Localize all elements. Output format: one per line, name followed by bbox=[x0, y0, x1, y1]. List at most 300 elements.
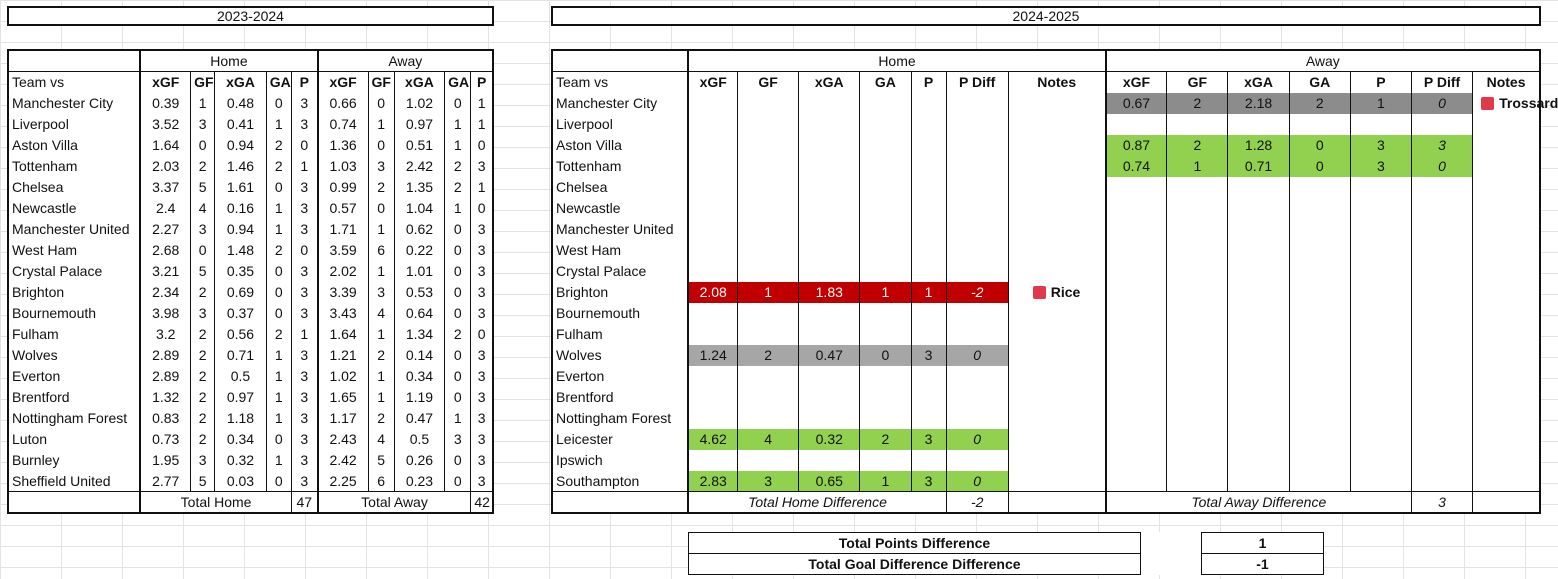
away-stat bbox=[1289, 261, 1350, 282]
home-stat: 2.08 bbox=[688, 282, 737, 303]
home-stat bbox=[799, 93, 860, 114]
home-stat: 1 bbox=[266, 198, 291, 219]
home-stat bbox=[860, 93, 911, 114]
away-stat bbox=[1411, 219, 1472, 240]
away-stat: 0.62 bbox=[394, 219, 444, 240]
home-stat: 1.24 bbox=[688, 345, 737, 366]
away-stat bbox=[1411, 450, 1472, 471]
home-stat: 3 bbox=[291, 198, 317, 219]
away-stat bbox=[1289, 345, 1350, 366]
away-stat bbox=[1228, 198, 1289, 219]
home-stat bbox=[738, 219, 799, 240]
away-stat bbox=[1289, 366, 1350, 387]
home-stat: 2 bbox=[191, 408, 215, 429]
home-stat: 2 bbox=[266, 240, 291, 261]
home-stat bbox=[946, 156, 1008, 177]
home-stat: 0 bbox=[191, 135, 215, 156]
home-stat: 0 bbox=[266, 303, 291, 324]
away-stat bbox=[1228, 177, 1289, 198]
table-row bbox=[8, 387, 493, 408]
home-stat bbox=[799, 450, 860, 471]
home-stat bbox=[688, 156, 737, 177]
home-stat: 5 bbox=[191, 261, 215, 282]
home-stat bbox=[799, 177, 860, 198]
column-header-notes: Notes bbox=[1008, 72, 1105, 93]
home-stat: 5 bbox=[191, 177, 215, 198]
home-stat: 1.61 bbox=[215, 177, 266, 198]
home-stat: 3 bbox=[291, 345, 317, 366]
column-header-gf: GF bbox=[191, 72, 215, 93]
away-stat bbox=[1289, 114, 1350, 135]
home-stat bbox=[799, 387, 860, 408]
home-stat: 3.52 bbox=[140, 114, 190, 135]
away-stat bbox=[1289, 219, 1350, 240]
home-stat: 3 bbox=[291, 261, 317, 282]
team-name: West Ham bbox=[12, 242, 78, 258]
away-stat bbox=[1289, 429, 1350, 450]
away-stat bbox=[1106, 261, 1167, 282]
away-note-cell bbox=[1473, 177, 1540, 198]
home-stat: 0.94 bbox=[215, 219, 266, 240]
away-stat: 0 bbox=[471, 198, 493, 219]
table-row bbox=[552, 324, 1540, 345]
home-stat: 3 bbox=[291, 282, 317, 303]
home-stat: 1.46 bbox=[215, 156, 266, 177]
away-note-cell bbox=[1473, 366, 1540, 387]
home-stat: 0.47 bbox=[799, 345, 860, 366]
table-row bbox=[8, 114, 493, 135]
away-stat: 1 bbox=[1350, 93, 1411, 114]
home-stat: 0 bbox=[946, 345, 1008, 366]
home-stat bbox=[738, 114, 799, 135]
home-stat bbox=[738, 408, 799, 429]
away-note-cell bbox=[1473, 219, 1540, 240]
table-row bbox=[552, 366, 1540, 387]
table-row bbox=[552, 303, 1540, 324]
home-stat bbox=[738, 135, 799, 156]
total-points-difference-value: 1 bbox=[1202, 533, 1324, 554]
away-stat bbox=[1106, 450, 1167, 471]
home-stat bbox=[738, 261, 799, 282]
away-stat bbox=[1106, 366, 1167, 387]
away-stat: 3.59 bbox=[318, 240, 368, 261]
team-name: Leicester bbox=[556, 431, 613, 447]
table-row bbox=[552, 240, 1540, 261]
home-note-cell bbox=[1008, 303, 1105, 324]
home-stat bbox=[688, 387, 737, 408]
home-stat bbox=[946, 408, 1008, 429]
team-name: Brentford bbox=[556, 389, 614, 405]
home-note-cell bbox=[1008, 387, 1105, 408]
away-stat bbox=[1167, 219, 1228, 240]
home-stat: 0.37 bbox=[215, 303, 266, 324]
away-stat bbox=[1350, 324, 1411, 345]
home-stat bbox=[799, 198, 860, 219]
home-stat: 0 bbox=[946, 471, 1008, 492]
table-row bbox=[552, 156, 1540, 177]
away-stat: 0.53 bbox=[394, 282, 444, 303]
home-stat: 0.41 bbox=[215, 114, 266, 135]
team-name: Newcastle bbox=[12, 200, 77, 216]
table-row bbox=[8, 135, 493, 156]
away-note-cell bbox=[1473, 114, 1540, 135]
team-name: Manchester City bbox=[12, 95, 114, 111]
home-stat: 0 bbox=[291, 135, 317, 156]
away-stat: 6 bbox=[368, 471, 394, 492]
away-stat: 0.57 bbox=[318, 198, 368, 219]
away-stat: 0.26 bbox=[394, 450, 444, 471]
away-stat bbox=[1167, 198, 1228, 219]
home-stat: 2 bbox=[191, 366, 215, 387]
table-row bbox=[552, 345, 1540, 366]
column-header-p: P bbox=[911, 72, 946, 93]
away-stat: 3 bbox=[471, 261, 493, 282]
away-stat: 1 bbox=[368, 387, 394, 408]
home-stat bbox=[799, 219, 860, 240]
blank-cell bbox=[552, 492, 688, 514]
away-stat: 0 bbox=[445, 387, 471, 408]
home-stat: 3.98 bbox=[140, 303, 190, 324]
away-stat bbox=[1228, 471, 1289, 492]
total-home-label: Total Home bbox=[140, 492, 291, 514]
away-stat bbox=[1228, 324, 1289, 345]
home-stat: 2.89 bbox=[140, 366, 190, 387]
home-stat bbox=[688, 114, 737, 135]
home-note-cell bbox=[1008, 345, 1105, 366]
away-stat bbox=[1350, 240, 1411, 261]
total-away-label: Total Away bbox=[318, 492, 471, 514]
away-stat bbox=[1289, 282, 1350, 303]
column-header-ga: GA bbox=[266, 72, 291, 93]
away-group-header: Away bbox=[318, 50, 493, 72]
away-stat: 1 bbox=[368, 114, 394, 135]
home-stat bbox=[738, 198, 799, 219]
home-stat: 1 bbox=[266, 219, 291, 240]
home-stat bbox=[799, 135, 860, 156]
column-header-xga: xGA bbox=[215, 72, 266, 93]
away-stat bbox=[1350, 429, 1411, 450]
home-stat: 3 bbox=[291, 114, 317, 135]
column-header-p: P bbox=[291, 72, 317, 93]
home-stat bbox=[738, 366, 799, 387]
home-stat bbox=[946, 93, 1008, 114]
away-stat: 0 bbox=[445, 366, 471, 387]
table-row bbox=[8, 240, 493, 261]
home-stat: 2.03 bbox=[140, 156, 190, 177]
away-stat bbox=[1411, 324, 1472, 345]
away-stat bbox=[1106, 345, 1167, 366]
home-stat bbox=[860, 219, 911, 240]
table-row bbox=[8, 219, 493, 240]
home-stat bbox=[911, 387, 946, 408]
away-stat bbox=[1350, 114, 1411, 135]
away-stat: 3 bbox=[471, 366, 493, 387]
table-row bbox=[8, 471, 493, 492]
season-2024-banner: 2024-2025 bbox=[551, 6, 1541, 26]
column-header-notes: Notes bbox=[1473, 72, 1540, 93]
table-row bbox=[8, 366, 493, 387]
away-note-cell bbox=[1473, 345, 1540, 366]
home-stat: 1 bbox=[291, 324, 317, 345]
home-stat: 2.34 bbox=[140, 282, 190, 303]
home-stat: -2 bbox=[946, 282, 1008, 303]
team-name: Nottingham Forest bbox=[556, 410, 672, 426]
away-stat bbox=[1167, 240, 1228, 261]
home-stat: 0.56 bbox=[215, 324, 266, 345]
home-stat: 1 bbox=[191, 93, 215, 114]
away-stat: 0 bbox=[445, 261, 471, 282]
home-stat bbox=[860, 324, 911, 345]
away-stat: 1 bbox=[368, 219, 394, 240]
home-note-cell bbox=[1008, 156, 1105, 177]
away-stat bbox=[1106, 282, 1167, 303]
away-stat bbox=[1167, 261, 1228, 282]
home-stat: 3 bbox=[191, 114, 215, 135]
home-stat: 2.4 bbox=[140, 198, 190, 219]
team-column-header: Team vs bbox=[552, 72, 688, 93]
team-name: Aston Villa bbox=[12, 137, 78, 153]
away-stat bbox=[1167, 114, 1228, 135]
away-stat: 0 bbox=[471, 135, 493, 156]
home-stat: 2.27 bbox=[140, 219, 190, 240]
home-stat: 3 bbox=[911, 471, 946, 492]
team-name: Wolves bbox=[556, 347, 602, 363]
away-stat bbox=[1411, 387, 1472, 408]
home-stat: 2.83 bbox=[688, 471, 737, 492]
away-stat bbox=[1289, 450, 1350, 471]
table-row bbox=[8, 177, 493, 198]
home-stat: 2 bbox=[191, 429, 215, 450]
away-stat: 1.19 bbox=[394, 387, 444, 408]
away-stat bbox=[1106, 198, 1167, 219]
home-stat: 4.62 bbox=[688, 429, 737, 450]
home-stat bbox=[911, 114, 946, 135]
away-stat: 0 bbox=[445, 240, 471, 261]
home-stat bbox=[911, 303, 946, 324]
away-stat bbox=[1350, 366, 1411, 387]
home-stat bbox=[688, 450, 737, 471]
away-stat bbox=[1350, 177, 1411, 198]
home-stat: 2 bbox=[191, 387, 215, 408]
away-stat: 0 bbox=[471, 324, 493, 345]
column-header-ga: GA bbox=[445, 72, 471, 93]
home-stat: 3.37 bbox=[140, 177, 190, 198]
home-stat: 2 bbox=[738, 345, 799, 366]
team-name: Crystal Palace bbox=[556, 263, 647, 279]
away-stat bbox=[1228, 345, 1289, 366]
team-name: Newcastle bbox=[556, 200, 621, 216]
home-stat: 1 bbox=[266, 450, 291, 471]
away-stat: 2 bbox=[368, 345, 394, 366]
home-note-cell bbox=[1008, 408, 1105, 429]
table-row bbox=[8, 450, 493, 471]
table-row bbox=[8, 408, 493, 429]
away-stat: 2 bbox=[445, 156, 471, 177]
away-stat: 5 bbox=[368, 450, 394, 471]
away-stat bbox=[1289, 177, 1350, 198]
away-stat bbox=[1411, 366, 1472, 387]
away-stat: 0 bbox=[445, 450, 471, 471]
away-stat: 0 bbox=[445, 93, 471, 114]
season-2024-table bbox=[551, 49, 1558, 514]
home-stat bbox=[946, 198, 1008, 219]
team-name: Chelsea bbox=[556, 179, 608, 195]
away-stat bbox=[1106, 387, 1167, 408]
home-stat bbox=[688, 366, 737, 387]
home-stat: 2 bbox=[860, 429, 911, 450]
away-stat: 1.02 bbox=[394, 93, 444, 114]
away-stat: 1.02 bbox=[318, 366, 368, 387]
away-stat bbox=[1411, 261, 1472, 282]
total-home-difference-label: Total Home Difference bbox=[688, 492, 946, 514]
away-stat: 0.67 bbox=[1106, 93, 1167, 114]
away-stat: 1.34 bbox=[394, 324, 444, 345]
away-note-cell bbox=[1473, 450, 1540, 471]
away-stat: 3 bbox=[471, 156, 493, 177]
home-note-cell bbox=[1008, 198, 1105, 219]
home-stat bbox=[946, 261, 1008, 282]
home-note-cell bbox=[1008, 93, 1105, 114]
table-row bbox=[552, 387, 1540, 408]
away-stat: 0.14 bbox=[394, 345, 444, 366]
away-stat: 0 bbox=[445, 303, 471, 324]
table-row bbox=[8, 198, 493, 219]
column-header-gf: GF bbox=[738, 72, 799, 93]
home-stat bbox=[738, 324, 799, 345]
home-stat bbox=[688, 177, 737, 198]
column-header-xga: xGA bbox=[394, 72, 444, 93]
home-stat bbox=[799, 324, 860, 345]
total-home-value: 47 bbox=[291, 492, 317, 514]
home-stat: 1.83 bbox=[799, 282, 860, 303]
away-note-cell bbox=[1473, 240, 1540, 261]
home-stat: 4 bbox=[191, 198, 215, 219]
home-stat bbox=[860, 450, 911, 471]
away-stat: 1 bbox=[368, 366, 394, 387]
team-name: Chelsea bbox=[12, 179, 64, 195]
summary-table bbox=[688, 532, 1324, 575]
away-stat bbox=[1350, 471, 1411, 492]
away-stat bbox=[1106, 303, 1167, 324]
total-goal-difference-label: Total Goal Difference Difference bbox=[689, 554, 1141, 575]
home-stat bbox=[860, 240, 911, 261]
team-name: Wolves bbox=[12, 347, 58, 363]
away-stat bbox=[1228, 450, 1289, 471]
away-stat: 3 bbox=[471, 471, 493, 492]
home-stat: 1 bbox=[860, 282, 911, 303]
away-stat bbox=[1411, 303, 1472, 324]
home-stat: 3 bbox=[738, 471, 799, 492]
team-name: West Ham bbox=[556, 242, 622, 258]
away-stat: 1.28 bbox=[1228, 135, 1289, 156]
home-stat: 1 bbox=[738, 282, 799, 303]
home-stat bbox=[946, 387, 1008, 408]
table-row bbox=[8, 261, 493, 282]
home-note-cell bbox=[1008, 219, 1105, 240]
away-stat: 3 bbox=[471, 429, 493, 450]
away-stat: 2 bbox=[1289, 93, 1350, 114]
away-stat: 3 bbox=[471, 240, 493, 261]
team-name: Ipswich bbox=[556, 452, 603, 468]
home-stat: 1 bbox=[266, 345, 291, 366]
home-stat: 0.94 bbox=[215, 135, 266, 156]
home-stat bbox=[688, 303, 737, 324]
home-stat: 3 bbox=[291, 387, 317, 408]
away-note-cell bbox=[1473, 282, 1540, 303]
away-stat: 3 bbox=[1350, 156, 1411, 177]
home-stat: 3 bbox=[291, 429, 317, 450]
column-header-p: P bbox=[471, 72, 493, 93]
team-name: Brighton bbox=[556, 284, 609, 300]
home-stat bbox=[911, 240, 946, 261]
home-stat: 3 bbox=[291, 93, 317, 114]
home-note-cell bbox=[1008, 324, 1105, 345]
away-stat: 1.01 bbox=[394, 261, 444, 282]
away-stat bbox=[1289, 387, 1350, 408]
away-stat: 3 bbox=[471, 303, 493, 324]
away-stat: 3 bbox=[368, 156, 394, 177]
column-header-xgf: xGF bbox=[318, 72, 368, 93]
total-goal-difference-value: -1 bbox=[1202, 554, 1324, 575]
home-stat: 1 bbox=[266, 366, 291, 387]
column-header-ga: GA bbox=[1289, 72, 1350, 93]
away-stat bbox=[1106, 219, 1167, 240]
away-stat: 0 bbox=[368, 135, 394, 156]
away-stat: 2 bbox=[368, 177, 394, 198]
team-name: Fulham bbox=[556, 326, 603, 342]
away-stat bbox=[1167, 177, 1228, 198]
table-row bbox=[552, 471, 1540, 492]
home-stat: 0.65 bbox=[799, 471, 860, 492]
home-stat bbox=[738, 303, 799, 324]
away-stat: 2 bbox=[1167, 135, 1228, 156]
away-stat bbox=[1350, 345, 1411, 366]
away-stat: 0.47 bbox=[394, 408, 444, 429]
home-stat: 3 bbox=[191, 450, 215, 471]
home-stat: 0.69 bbox=[215, 282, 266, 303]
blank-cell bbox=[8, 492, 140, 514]
team-name: Southampton bbox=[556, 472, 640, 489]
home-stat: 2 bbox=[191, 156, 215, 177]
column-header-xga: xGA bbox=[1228, 72, 1289, 93]
away-stat: 0.99 bbox=[318, 177, 368, 198]
away-stat: 0.87 bbox=[1106, 135, 1167, 156]
away-stat bbox=[1289, 408, 1350, 429]
away-stat bbox=[1228, 261, 1289, 282]
away-stat: 2.18 bbox=[1228, 93, 1289, 114]
home-stat bbox=[860, 408, 911, 429]
home-stat: 3 bbox=[911, 429, 946, 450]
team-name: Everton bbox=[556, 368, 605, 384]
team-name: Luton bbox=[12, 431, 48, 447]
home-stat bbox=[738, 450, 799, 471]
home-note-cell bbox=[1008, 429, 1105, 450]
table-row bbox=[8, 93, 493, 114]
total-away-difference-label: Total Away Difference bbox=[1106, 492, 1412, 514]
blank-cell bbox=[1473, 492, 1540, 514]
away-stat: 2 bbox=[1167, 93, 1228, 114]
away-stat bbox=[1106, 114, 1167, 135]
home-stat: 2 bbox=[266, 156, 291, 177]
away-stat: 0.64 bbox=[394, 303, 444, 324]
home-stat bbox=[799, 408, 860, 429]
away-stat: 2.25 bbox=[318, 471, 368, 492]
home-stat: 2 bbox=[191, 282, 215, 303]
column-header-gf: GF bbox=[1167, 72, 1228, 93]
home-stat: 3 bbox=[911, 345, 946, 366]
away-stat: 3 bbox=[471, 408, 493, 429]
home-stat: 1 bbox=[266, 387, 291, 408]
